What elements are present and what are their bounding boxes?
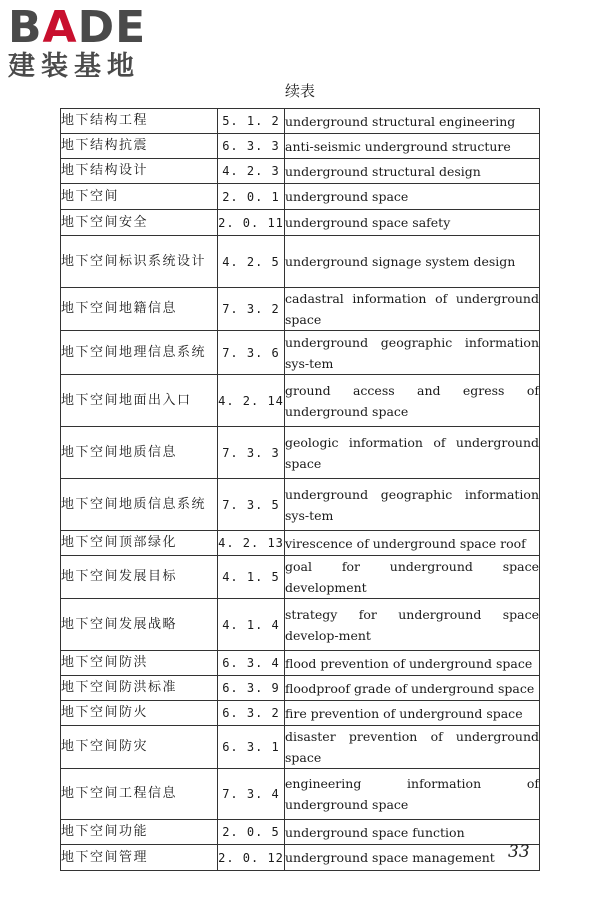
logo-subtitle: 建装基地 <box>8 51 140 82</box>
table-row <box>61 676 540 701</box>
english-cell: engineering information of underground space <box>285 769 540 820</box>
clause-cell: 6. 3. 3 <box>218 134 285 159</box>
logo-brand-accent: A <box>42 2 78 53</box>
clause-cell: 4. 1. 4 <box>218 599 285 651</box>
term-cell: 地下空间地质信息 <box>61 427 218 479</box>
table-row <box>61 726 540 769</box>
clause-cell: 7. 3. 6 <box>218 331 285 375</box>
english-cell: underground space safety <box>285 210 540 236</box>
english-cell: strategy for underground space develop-ment <box>285 599 540 651</box>
clause-cell: 7. 3. 5 <box>218 479 285 531</box>
term-cell: 地下空间安全 <box>61 210 218 236</box>
table-row <box>61 236 540 288</box>
table-row <box>61 288 540 331</box>
table-row <box>61 479 540 531</box>
table-row <box>61 184 540 210</box>
term-cell: 地下空间 <box>61 184 218 210</box>
table-row <box>61 109 540 134</box>
glossary-table <box>60 108 540 871</box>
clause-cell: 6. 3. 4 <box>218 651 285 676</box>
clause-cell: 4. 2. 14 <box>218 375 285 427</box>
english-cell: underground geographic information sys-tem <box>285 331 540 375</box>
term-cell: 地下空间工程信息 <box>61 769 218 820</box>
english-cell: underground signage system design <box>285 236 540 288</box>
clause-cell: 4. 2. 5 <box>218 236 285 288</box>
clause-cell: 6. 3. 1 <box>218 726 285 769</box>
term-cell: 地下空间发展目标 <box>61 556 218 599</box>
term-cell: 地下空间地理信息系统 <box>61 331 218 375</box>
term-cell: 地下空间标识系统设计 <box>61 236 218 288</box>
english-cell: anti-seismic underground structure <box>285 134 540 159</box>
clause-cell: 6. 3. 2 <box>218 701 285 726</box>
english-cell: geologic information of underground space <box>285 427 540 479</box>
logo-brand <box>8 2 178 53</box>
term-cell: 地下空间防灾 <box>61 726 218 769</box>
table-title: 续表 <box>284 82 315 100</box>
table-row <box>61 769 540 820</box>
term-cell: 地下空间发展战略 <box>61 599 218 651</box>
clause-cell: 2. 0. 12 <box>218 845 285 871</box>
clause-cell: 7. 3. 4 <box>218 769 285 820</box>
clause-cell: 7. 3. 3 <box>218 427 285 479</box>
english-cell: disaster prevention of underground space <box>285 726 540 769</box>
table-row <box>61 651 540 676</box>
clause-cell: 5. 1. 2 <box>218 109 285 134</box>
clause-cell: 2. 0. 11 <box>218 210 285 236</box>
term-cell: 地下空间顶部绿化 <box>61 531 218 556</box>
english-cell: underground space management <box>285 845 540 871</box>
term-cell: 地下空间防洪标准 <box>61 676 218 701</box>
term-cell: 地下空间管理 <box>61 845 218 871</box>
term-cell: 地下空间地质信息系统 <box>61 479 218 531</box>
clause-cell: 7. 3. 2 <box>218 288 285 331</box>
table-row <box>61 556 540 599</box>
english-cell: floodproof grade of underground space <box>285 676 540 701</box>
clause-cell: 2. 0. 5 <box>218 820 285 845</box>
term-cell: 地下结构设计 <box>61 159 218 184</box>
table-row <box>61 331 540 375</box>
english-cell: underground geographic information sys-tem <box>285 479 540 531</box>
table-row <box>61 134 540 159</box>
term-cell: 地下空间地籍信息 <box>61 288 218 331</box>
glossary-table-body <box>61 109 540 871</box>
term-cell: 地下空间地面出入口 <box>61 375 218 427</box>
english-cell: underground space function <box>285 820 540 845</box>
logo-brand-after: DE <box>77 2 147 53</box>
table-row <box>61 375 540 427</box>
logo-brand-before: B <box>8 2 43 53</box>
english-cell: goal for underground space development <box>285 556 540 599</box>
english-cell: virescence of underground space roof <box>285 531 540 556</box>
english-cell: underground space <box>285 184 540 210</box>
table-row <box>61 820 540 845</box>
english-cell: fire prevention of underground space <box>285 701 540 726</box>
english-cell: cadastral information of underground space <box>285 288 540 331</box>
clause-cell: 4. 1. 5 <box>218 556 285 599</box>
table-row <box>61 531 540 556</box>
table-row <box>61 845 540 871</box>
term-cell: 地下空间防火 <box>61 701 218 726</box>
term-cell: 地下空间功能 <box>61 820 218 845</box>
page-number: 33 <box>508 842 530 862</box>
english-cell: underground structural engineering <box>285 109 540 134</box>
clause-cell: 4. 2. 3 <box>218 159 285 184</box>
table-row <box>61 599 540 651</box>
term-cell: 地下空间防洪 <box>61 651 218 676</box>
table-row <box>61 701 540 726</box>
term-cell: 地下结构工程 <box>61 109 218 134</box>
english-cell: underground structural design <box>285 159 540 184</box>
logo <box>8 2 178 82</box>
table-row <box>61 427 540 479</box>
table-row <box>61 159 540 184</box>
clause-cell: 4. 2. 13 <box>218 531 285 556</box>
term-cell: 地下结构抗震 <box>61 134 218 159</box>
english-cell: ground access and egress of underground space <box>285 375 540 427</box>
table-row <box>61 210 540 236</box>
english-cell: flood prevention of underground space <box>285 651 540 676</box>
clause-cell: 6. 3. 9 <box>218 676 285 701</box>
clause-cell: 2. 0. 1 <box>218 184 285 210</box>
